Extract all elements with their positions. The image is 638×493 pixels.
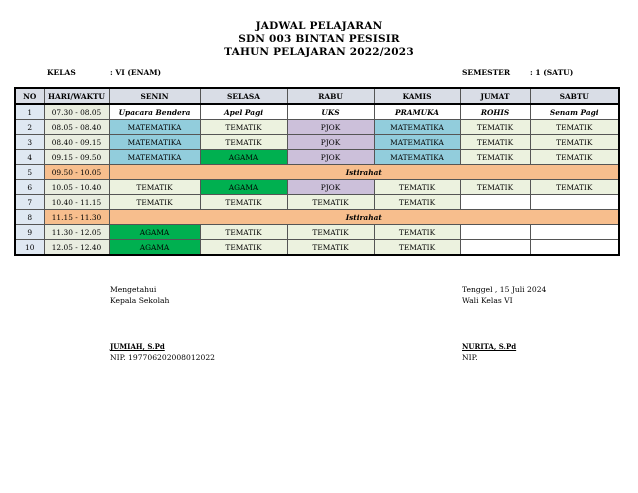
time-slot: 09.15 - 09.50 [44,150,109,165]
column-header: SENIN [109,88,200,104]
row-number: 8 [15,210,44,225]
table-row [15,135,619,150]
subject-cell: MATEMATIKA [374,150,460,165]
table-row [15,180,619,195]
row-number: 9 [15,225,44,240]
subject-cell: TEMATIK [200,195,287,210]
subject-cell: PJOK [287,150,374,165]
signature-left [110,284,169,306]
row-number: 6 [15,180,44,195]
row-number: 2 [15,120,44,135]
row-number: 1 [15,104,44,120]
subject-cell: TEMATIK [530,180,619,195]
subject-cell: PRAMUKA [374,104,460,120]
time-slot: 08.40 - 09.15 [44,135,109,150]
subject-cell: Apel Pagi [200,104,287,120]
subject-cell: MATEMATIKA [109,150,200,165]
semester-value: : 1 (SATU) [530,68,574,77]
column-header: RABU [287,88,374,104]
signature-right [462,284,546,306]
table-row [15,240,619,256]
schedule-table [14,87,620,256]
subject-cell: TEMATIK [200,135,287,150]
table-row [15,195,619,210]
subject-cell: TEMATIK [287,240,374,256]
subject-cell: TEMATIK [460,180,530,195]
time-slot: 07.30 - 08.05 [44,104,109,120]
table-row [15,225,619,240]
row-number: 7 [15,195,44,210]
time-slot: 10.05 - 10.40 [44,180,109,195]
subject-cell: UKS [287,104,374,120]
teacher-name: NURITA, S.Pd [462,342,517,351]
time-slot: 08.05 - 08.40 [44,120,109,135]
table-row [15,210,619,225]
subject-cell: PJOK [287,180,374,195]
kelas-label: KELAS [47,68,76,77]
time-slot: 09.50 - 10.05 [44,165,109,180]
subject-cell: Senam Pagi [530,104,619,120]
semester-label: SEMESTER [462,68,511,77]
headmaster-name: JUMIAH, S.Pd [110,342,165,351]
left-line-2: Kepala Sekolah [110,296,170,305]
subject-cell: PJOK [287,135,374,150]
time-slot: 12.05 - 12.40 [44,240,109,256]
subject-cell: TEMATIK [109,180,200,195]
signature-left-name-block [110,341,215,363]
table-row [15,120,619,135]
subject-cell: TEMATIK [287,195,374,210]
subject-cell: TEMATIK [109,195,200,210]
subject-cell: TEMATIK [460,120,530,135]
title-line-1: JADWAL PELAJARAN [255,20,383,32]
kelas-value: : VI (ENAM) [110,68,162,77]
subject-cell: TEMATIK [287,225,374,240]
document-header [0,20,638,59]
subject-cell: AGAMA [109,225,200,240]
subject-cell: MATEMATIKA [109,120,200,135]
table-row [15,104,619,120]
subject-cell: TEMATIK [530,135,619,150]
subject-cell: ROHIS [460,104,530,120]
subject-cell: TEMATIK [374,195,460,210]
subject-cell: MATEMATIKA [374,120,460,135]
table-row [15,150,619,165]
subject-cell: TEMATIK [374,180,460,195]
subject-cell [460,195,530,210]
subject-cell: MATEMATIKA [374,135,460,150]
row-number: 5 [15,165,44,180]
column-header: NO [15,88,44,104]
subject-cell: TEMATIK [460,135,530,150]
subject-cell: TEMATIK [374,225,460,240]
time-slot: 11.15 - 11.30 [44,210,109,225]
subject-cell [530,225,619,240]
subject-cell [460,240,530,256]
subject-cell [530,240,619,256]
column-header: HARI/WAKTU [44,88,109,104]
subject-cell [530,195,619,210]
title-line-3: TAHUN PELAJARAN 2022/2023 [224,46,414,58]
subject-cell [460,225,530,240]
time-slot: 11.30 - 12.05 [44,225,109,240]
table-header-row [15,88,619,104]
right-line-1: Tenggel , 15 Juli 2024 [462,285,547,294]
subject-cell: AGAMA [109,240,200,256]
left-line-1: Mengetahui [110,285,157,294]
break-cell: Istirahat [109,165,619,180]
subject-cell: TEMATIK [530,150,619,165]
table-row [15,165,619,180]
subject-cell: MATEMATIKA [109,135,200,150]
title-line-2: SDN 003 BINTAN PESISIR [238,33,400,45]
subject-cell: TEMATIK [200,120,287,135]
right-line-2: Wali Kelas VI [462,296,513,305]
subject-cell: AGAMA [200,150,287,165]
subject-cell: Upacara Bendera [109,104,200,120]
table-body [15,104,619,255]
subject-cell: TEMATIK [530,120,619,135]
teacher-nip: NIP. [462,353,478,362]
subject-cell: AGAMA [200,180,287,195]
subject-cell: TEMATIK [200,225,287,240]
subject-cell: TEMATIK [374,240,460,256]
subject-cell: TEMATIK [460,150,530,165]
row-number: 4 [15,150,44,165]
row-number: 3 [15,135,44,150]
column-header: SABTU [530,88,619,104]
column-header: KAMIS [374,88,460,104]
subject-cell: TEMATIK [200,240,287,256]
time-slot: 10.40 - 11.15 [44,195,109,210]
column-header: SELASA [200,88,287,104]
column-header: JUMAT [460,88,530,104]
break-cell: Istirahat [109,210,619,225]
row-number: 10 [15,240,44,256]
headmaster-nip: NIP. 197706202008012022 [110,353,216,362]
signature-right-name-block [462,341,516,363]
subject-cell: PJOK [287,120,374,135]
